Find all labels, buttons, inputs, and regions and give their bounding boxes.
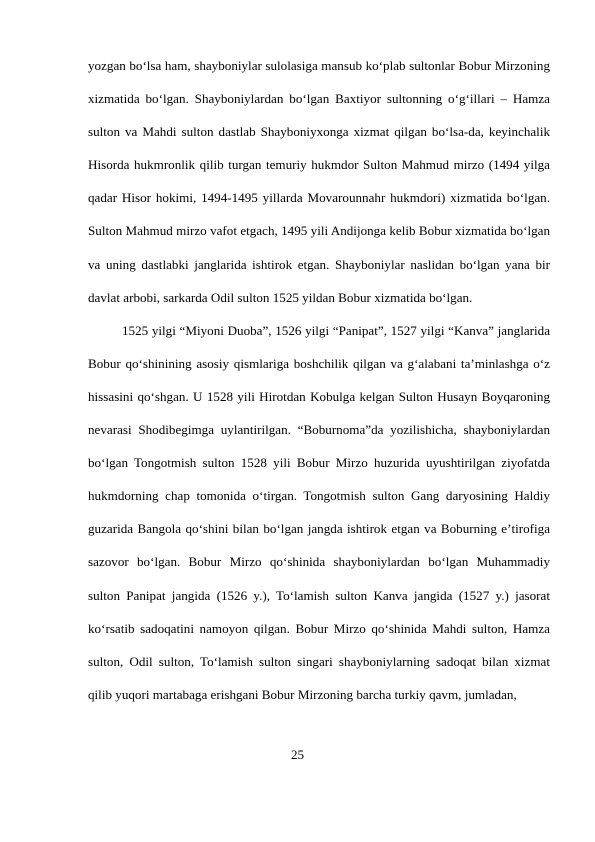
paragraph-2: 1525 yilgi “Miyoni Duoba”, 1526 yilgi “Panipat”, 1527 yilgi “Kanva” janglarida Bobur qoʻshinining asosiy qismlariga boshchilik qilgan va gʻalabani taʼminlashga oʻz hissasini qoʻshgan. U 1528 yili Hirotdan Kobulga kelgan Sulton Husayn Boyqaroning nevarasi Shodibegimga uylantirilgan. “Boburnoma”da yozilishicha, shayboniylardan boʻlgan Tongotmish sulton 1528 yili Bobur Mirzo huzurida uyushtirilgan ziyofatda hukmdorning chap tomonida oʻtirgan. Tongotmish sulton Gang daryosining Haldiy guzarida Bangola qoʻshini bilan boʻlgan jangda ishtirok etgan va Boburning eʼtirofiga sazovor boʻlgan. Bobur Mirzo qoʻshinida shayboniylardan boʻlgan Muhammadiy sulton Panipat jangida (1526 y.), Toʻlamish sulton Kanva jangida (1527 y.) jasorat koʻrsatib sadoqatini namoyon qilgan. Bobur Mirzo qoʻshinida Mahdi sulton, Hamza sulton, Odil sulton, Toʻlamish sulton singari shayboniylarning sadoqat bilan xizmat qilib yuqori martabaga erishgani Bobur Mirzoning barcha turkiy qavm, jumladan, <box>88 322 550 702</box>
document-body <box>88 49 550 711</box>
page-number: 25 <box>290 747 305 762</box>
paragraph-1: yozgan boʻlsa ham, shayboniylar sulolasiga mansub koʻplab sultonlar Bobur Mirzoning xizmatida boʻlgan. Shayboniylardan boʻlgan Baxtiyor sultonning oʻgʻillari – Hamza sulton va Mahdi sulton dastlab Shayboniyxonga xizmat qilgan boʻlsa-da, keyinchalik Hisorda hukmronlik qilib turgan temuriy hukmdor Sulton Mahmud mirzo (1494 yilga qadar Hisor hokimi, 1494-1495 yillarda Movarounnahr hukmdori) xizmatida boʻlgan. Sulton Mahmud mirzo vafot etgach, 1495 yili Andijonga kelib Bobur xizmatida boʻlgan va uning dastlabki janglarida ishtirok etgan. Shayboniylar naslidan boʻlgan yana bir davlat arbobi, sarkarda Odil sulton 1525 yildan Bobur xizmatida boʻlgan. <box>88 58 550 305</box>
